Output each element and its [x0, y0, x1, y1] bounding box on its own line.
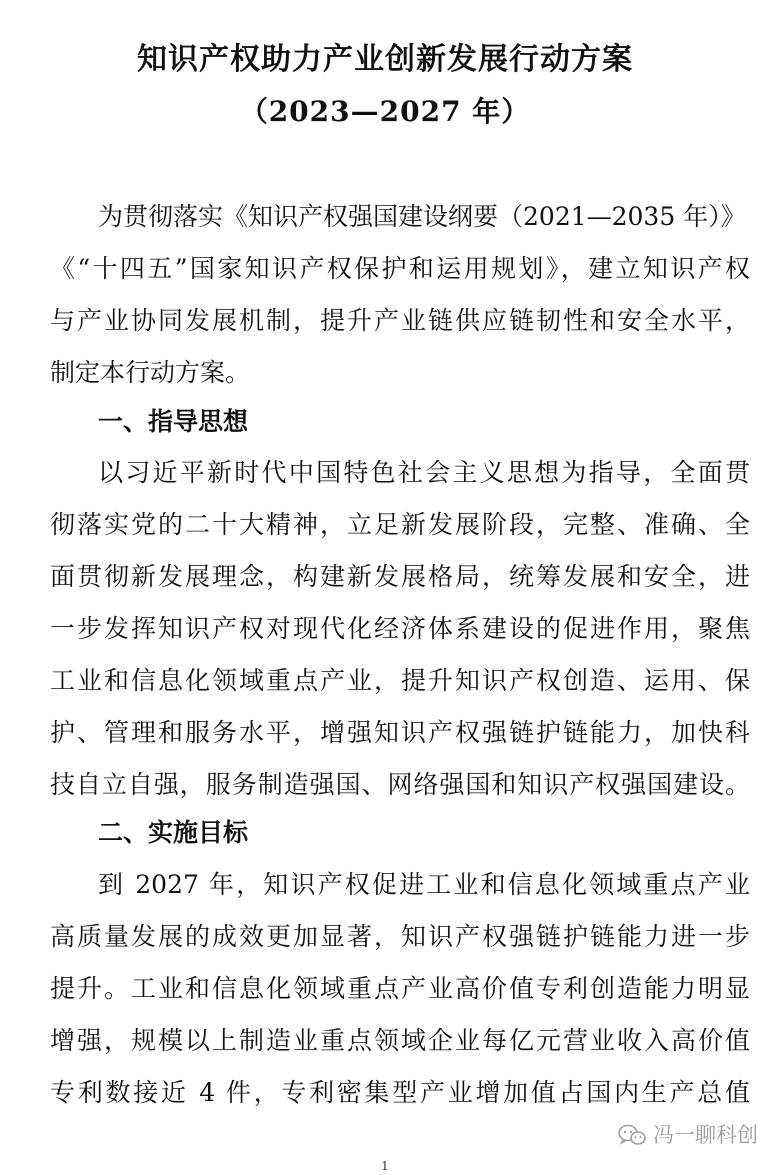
- section1-line: 一步发挥知识产权对现代化经济体系建设的促进作用，聚焦: [50, 614, 750, 643]
- intro-line: 《“十四五”国家知识产权保护和运用规划》，建立知识产权: [50, 254, 750, 283]
- section1-line: 工业和信息化领域重点产业，提升知识产权创造、运用、保: [50, 666, 750, 695]
- page-number: 1: [381, 1159, 389, 1173]
- document-subtitle: （2023—2027 年）: [239, 95, 531, 128]
- intro-line: 制定本行动方案。: [50, 358, 251, 387]
- section1-line: 技自立自强，服务制造强国、网络强国和知识产权强国建设。: [50, 770, 750, 799]
- intro-line: 与产业协同发展机制，提升产业链供应链韧性和安全水平，: [50, 306, 750, 335]
- document-title: 知识产权助力产业创新发展行动方案: [137, 42, 633, 77]
- wechat-icon: [617, 1123, 647, 1147]
- section2-line: 到 2027 年，知识产权促进工业和信息化领域重点产业: [98, 870, 750, 899]
- watermark: [617, 1120, 758, 1150]
- intro-line: 为贯彻落实《知识产权强国建设纲要（2021—2035 年）》: [98, 202, 746, 231]
- section2-line: 高质量发展的成效更加显著，知识产权强链护链能力进一步: [50, 922, 750, 951]
- section1-line: 面贯彻新发展理念，构建新发展格局，统筹发展和安全，进: [50, 562, 750, 591]
- section-heading: 一、指导思想: [98, 407, 249, 436]
- section2-line: 提升。工业和信息化领域重点产业高价值专利创造能力明显: [50, 974, 750, 1003]
- section1-line: 彻落实党的二十大精神，立足新发展阶段，完整、准确、全: [50, 510, 750, 539]
- watermark-text: 冯一聊科创: [653, 1123, 758, 1147]
- section-heading: 二、实施目标: [98, 818, 249, 847]
- section2-line: 专利数接近 4 件，专利密集型产业增加值占国内生产总值: [50, 1078, 750, 1107]
- section2-line: 增强，规模以上制造业重点领域企业每亿元营业收入高价值: [50, 1026, 750, 1055]
- section1-line: 护、管理和服务水平，增强知识产权强链护链能力，加快科: [50, 718, 750, 747]
- section1-line: 以习近平新时代中国特色社会主义思想为指导，全面贯: [98, 458, 750, 487]
